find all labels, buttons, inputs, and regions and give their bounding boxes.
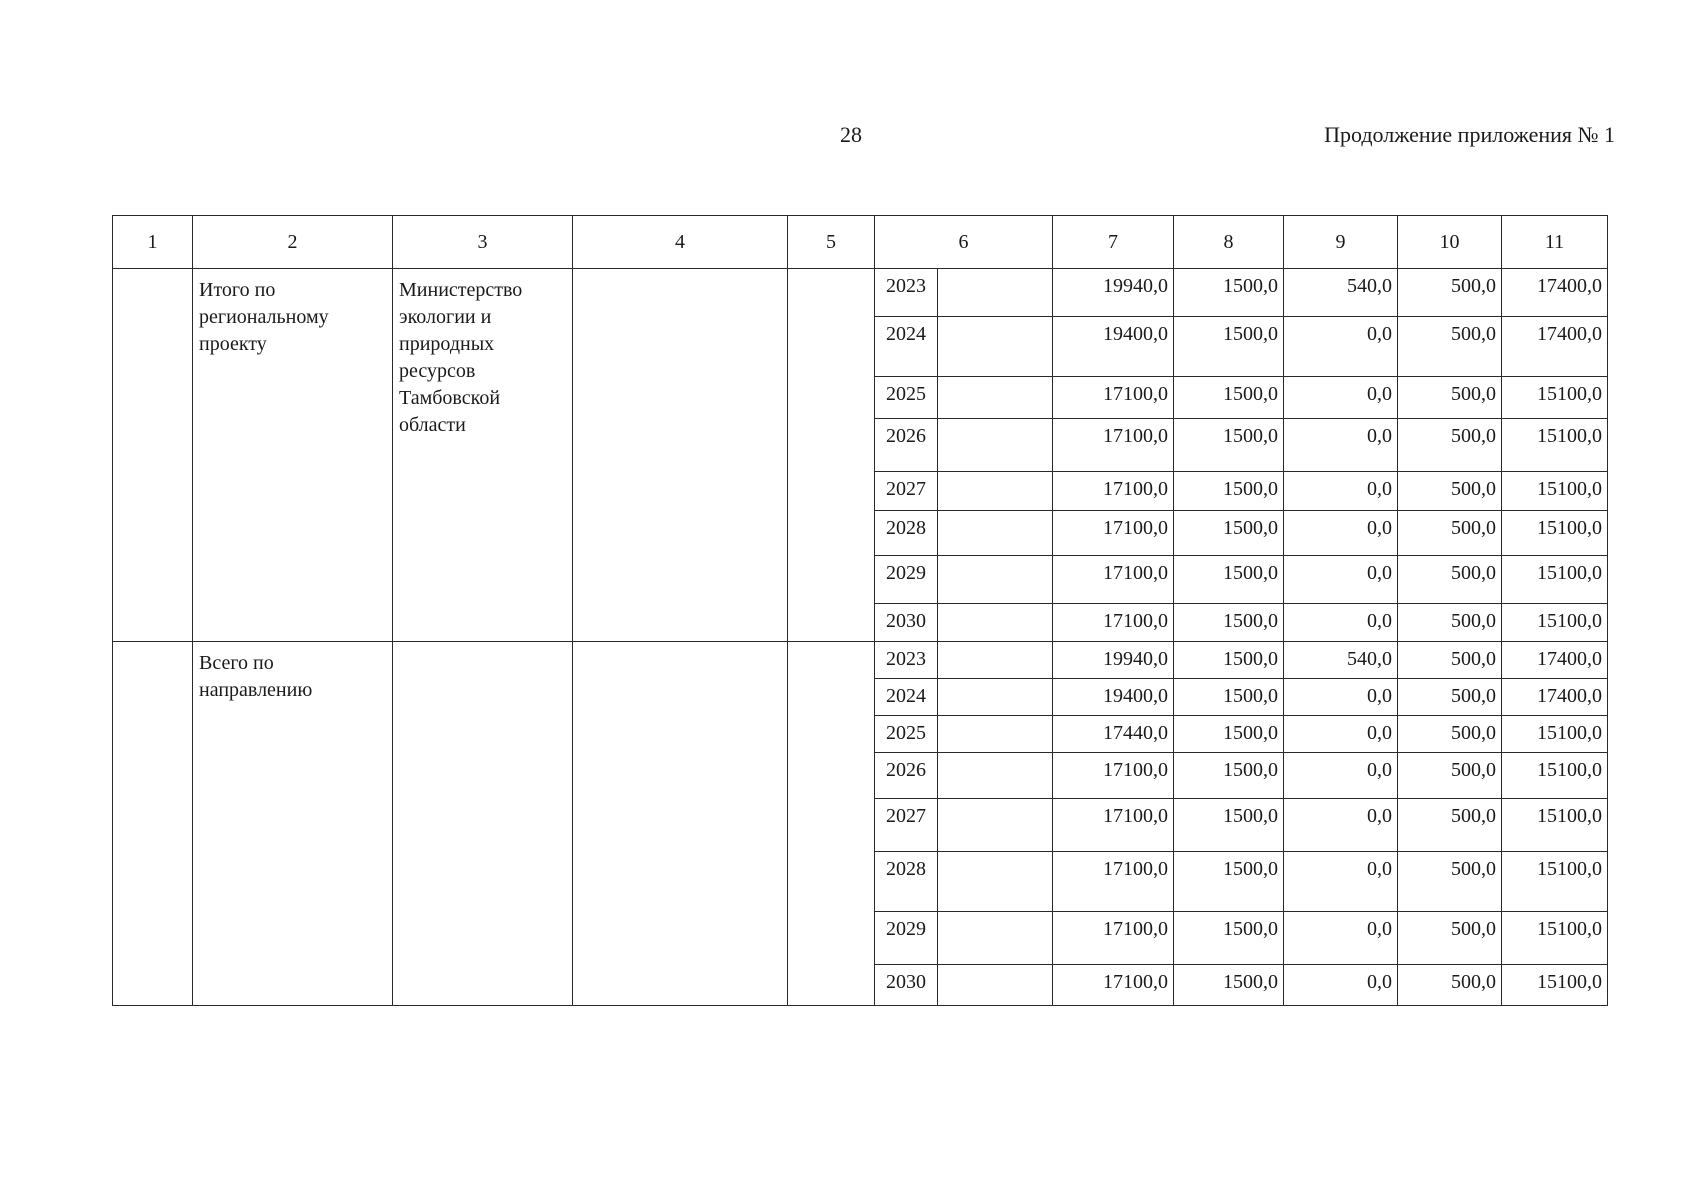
value-cell-col8: 1500,0 xyxy=(1174,317,1284,377)
value-cell-col7: 17100,0 xyxy=(1053,556,1174,604)
value-cell-col8: 1500,0 xyxy=(1174,716,1284,753)
value-cell-col8: 1500,0 xyxy=(1174,679,1284,716)
year-cell: 2024 xyxy=(875,679,938,716)
value-cell-col11: 15100,0 xyxy=(1502,852,1608,912)
empty-cell xyxy=(938,317,1053,377)
group-cell-col2: Всего по направлению xyxy=(193,642,393,1006)
header-cell-4: 4 xyxy=(573,216,788,269)
group-cell-col3: Министерство экологии и природных ресурсов Тамбовской области xyxy=(393,269,573,642)
value-cell-col8: 1500,0 xyxy=(1174,965,1284,1006)
header-cell-5: 5 xyxy=(788,216,875,269)
year-cell: 2025 xyxy=(875,377,938,419)
value-cell-col8: 1500,0 xyxy=(1174,852,1284,912)
value-cell-col9: 0,0 xyxy=(1284,679,1398,716)
header-row xyxy=(113,216,1608,269)
value-cell-col9: 0,0 xyxy=(1284,753,1398,799)
value-cell-col10: 500,0 xyxy=(1398,912,1502,965)
budget-table xyxy=(112,215,1608,1006)
appendix-note: Продолжение приложения № 1 xyxy=(1324,122,1615,147)
value-cell-col7: 17440,0 xyxy=(1053,716,1174,753)
year-cell: 2029 xyxy=(875,556,938,604)
header-cell-11: 11 xyxy=(1502,216,1608,269)
empty-cell xyxy=(938,852,1053,912)
value-cell-col11: 17400,0 xyxy=(1502,642,1608,679)
value-cell-col7: 17100,0 xyxy=(1053,419,1174,472)
value-cell-col8: 1500,0 xyxy=(1174,753,1284,799)
value-cell-col7: 17100,0 xyxy=(1053,604,1174,642)
table-row xyxy=(113,269,1608,317)
value-cell-col10: 500,0 xyxy=(1398,716,1502,753)
group-cell-col4 xyxy=(573,269,788,642)
value-cell-col9: 0,0 xyxy=(1284,965,1398,1006)
value-cell-col7: 17100,0 xyxy=(1053,799,1174,852)
value-cell-col9: 0,0 xyxy=(1284,317,1398,377)
value-cell-col11: 15100,0 xyxy=(1502,511,1608,556)
value-cell-col10: 500,0 xyxy=(1398,604,1502,642)
value-cell-col7: 17100,0 xyxy=(1053,511,1174,556)
group-cell-col5 xyxy=(788,642,875,1006)
empty-cell xyxy=(938,472,1053,511)
year-cell: 2028 xyxy=(875,852,938,912)
value-cell-col10: 500,0 xyxy=(1398,556,1502,604)
empty-cell xyxy=(938,716,1053,753)
page-number: 28 xyxy=(840,122,862,147)
value-cell-col8: 1500,0 xyxy=(1174,377,1284,419)
group-cell-col1 xyxy=(113,269,193,642)
year-cell: 2028 xyxy=(875,511,938,556)
year-cell: 2030 xyxy=(875,965,938,1006)
value-cell-col9: 0,0 xyxy=(1284,419,1398,472)
value-cell-col10: 500,0 xyxy=(1398,679,1502,716)
empty-cell xyxy=(938,912,1053,965)
value-cell-col7: 17100,0 xyxy=(1053,912,1174,965)
header-cell-6: 6 xyxy=(875,216,1053,269)
year-cell: 2025 xyxy=(875,716,938,753)
value-cell-col9: 0,0 xyxy=(1284,716,1398,753)
value-cell-col10: 500,0 xyxy=(1398,377,1502,419)
empty-cell xyxy=(938,377,1053,419)
empty-cell xyxy=(938,511,1053,556)
value-cell-col11: 17400,0 xyxy=(1502,317,1608,377)
value-cell-col9: 0,0 xyxy=(1284,604,1398,642)
value-cell-col8: 1500,0 xyxy=(1174,472,1284,511)
value-cell-col7: 17100,0 xyxy=(1053,377,1174,419)
value-cell-col10: 500,0 xyxy=(1398,799,1502,852)
year-cell: 2030 xyxy=(875,604,938,642)
group-cell-col1 xyxy=(113,642,193,1006)
header-cell-10: 10 xyxy=(1398,216,1502,269)
value-cell-col11: 15100,0 xyxy=(1502,604,1608,642)
value-cell-col7: 17100,0 xyxy=(1053,753,1174,799)
value-cell-col11: 15100,0 xyxy=(1502,799,1608,852)
group-cell-col4 xyxy=(573,642,788,1006)
value-cell-col10: 500,0 xyxy=(1398,965,1502,1006)
value-cell-col11: 15100,0 xyxy=(1502,965,1608,1006)
value-cell-col8: 1500,0 xyxy=(1174,419,1284,472)
value-cell-col10: 500,0 xyxy=(1398,852,1502,912)
value-cell-col7: 19940,0 xyxy=(1053,642,1174,679)
year-cell: 2023 xyxy=(875,269,938,317)
empty-cell xyxy=(938,799,1053,852)
value-cell-col11: 17400,0 xyxy=(1502,269,1608,317)
value-cell-col11: 15100,0 xyxy=(1502,377,1608,419)
empty-cell xyxy=(938,965,1053,1006)
value-cell-col9: 0,0 xyxy=(1284,377,1398,419)
value-cell-col8: 1500,0 xyxy=(1174,604,1284,642)
group-cell-col3 xyxy=(393,642,573,1006)
value-cell-col10: 500,0 xyxy=(1398,317,1502,377)
value-cell-col10: 500,0 xyxy=(1398,753,1502,799)
year-cell: 2026 xyxy=(875,753,938,799)
value-cell-col9: 540,0 xyxy=(1284,269,1398,317)
year-cell: 2029 xyxy=(875,912,938,965)
value-cell-col10: 500,0 xyxy=(1398,472,1502,511)
value-cell-col7: 17100,0 xyxy=(1053,852,1174,912)
value-cell-col9: 0,0 xyxy=(1284,912,1398,965)
year-cell: 2026 xyxy=(875,419,938,472)
value-cell-col11: 15100,0 xyxy=(1502,716,1608,753)
value-cell-col9: 0,0 xyxy=(1284,472,1398,511)
value-cell-col8: 1500,0 xyxy=(1174,511,1284,556)
header-cell-3: 3 xyxy=(393,216,573,269)
value-cell-col11: 15100,0 xyxy=(1502,556,1608,604)
value-cell-col7: 19400,0 xyxy=(1053,317,1174,377)
value-cell-col9: 0,0 xyxy=(1284,799,1398,852)
year-cell: 2024 xyxy=(875,317,938,377)
value-cell-col8: 1500,0 xyxy=(1174,269,1284,317)
empty-cell xyxy=(938,679,1053,716)
value-cell-col7: 17100,0 xyxy=(1053,965,1174,1006)
header-cell-8: 8 xyxy=(1174,216,1284,269)
header-cell-2: 2 xyxy=(193,216,393,269)
header-cell-7: 7 xyxy=(1053,216,1174,269)
year-cell: 2027 xyxy=(875,799,938,852)
value-cell-col8: 1500,0 xyxy=(1174,642,1284,679)
header-cell-1: 1 xyxy=(113,216,193,269)
table-row xyxy=(113,642,1608,679)
value-cell-col11: 15100,0 xyxy=(1502,419,1608,472)
value-cell-col9: 540,0 xyxy=(1284,642,1398,679)
value-cell-col10: 500,0 xyxy=(1398,511,1502,556)
group-cell-col5 xyxy=(788,269,875,642)
empty-cell xyxy=(938,753,1053,799)
value-cell-col9: 0,0 xyxy=(1284,852,1398,912)
value-cell-col7: 19400,0 xyxy=(1053,679,1174,716)
value-cell-col11: 15100,0 xyxy=(1502,912,1608,965)
value-cell-col9: 0,0 xyxy=(1284,511,1398,556)
value-cell-col7: 19940,0 xyxy=(1053,269,1174,317)
year-cell: 2027 xyxy=(875,472,938,511)
header-cell-9: 9 xyxy=(1284,216,1398,269)
empty-cell xyxy=(938,556,1053,604)
value-cell-col10: 500,0 xyxy=(1398,419,1502,472)
group-cell-col2: Итого по региональному проекту xyxy=(193,269,393,642)
value-cell-col8: 1500,0 xyxy=(1174,799,1284,852)
value-cell-col11: 15100,0 xyxy=(1502,472,1608,511)
value-cell-col7: 17100,0 xyxy=(1053,472,1174,511)
value-cell-col10: 500,0 xyxy=(1398,269,1502,317)
value-cell-col11: 15100,0 xyxy=(1502,753,1608,799)
empty-cell xyxy=(938,604,1053,642)
empty-cell xyxy=(938,269,1053,317)
value-cell-col10: 500,0 xyxy=(1398,642,1502,679)
year-cell: 2023 xyxy=(875,642,938,679)
value-cell-col8: 1500,0 xyxy=(1174,556,1284,604)
empty-cell xyxy=(938,419,1053,472)
empty-cell xyxy=(938,642,1053,679)
value-cell-col9: 0,0 xyxy=(1284,556,1398,604)
value-cell-col11: 17400,0 xyxy=(1502,679,1608,716)
value-cell-col8: 1500,0 xyxy=(1174,912,1284,965)
